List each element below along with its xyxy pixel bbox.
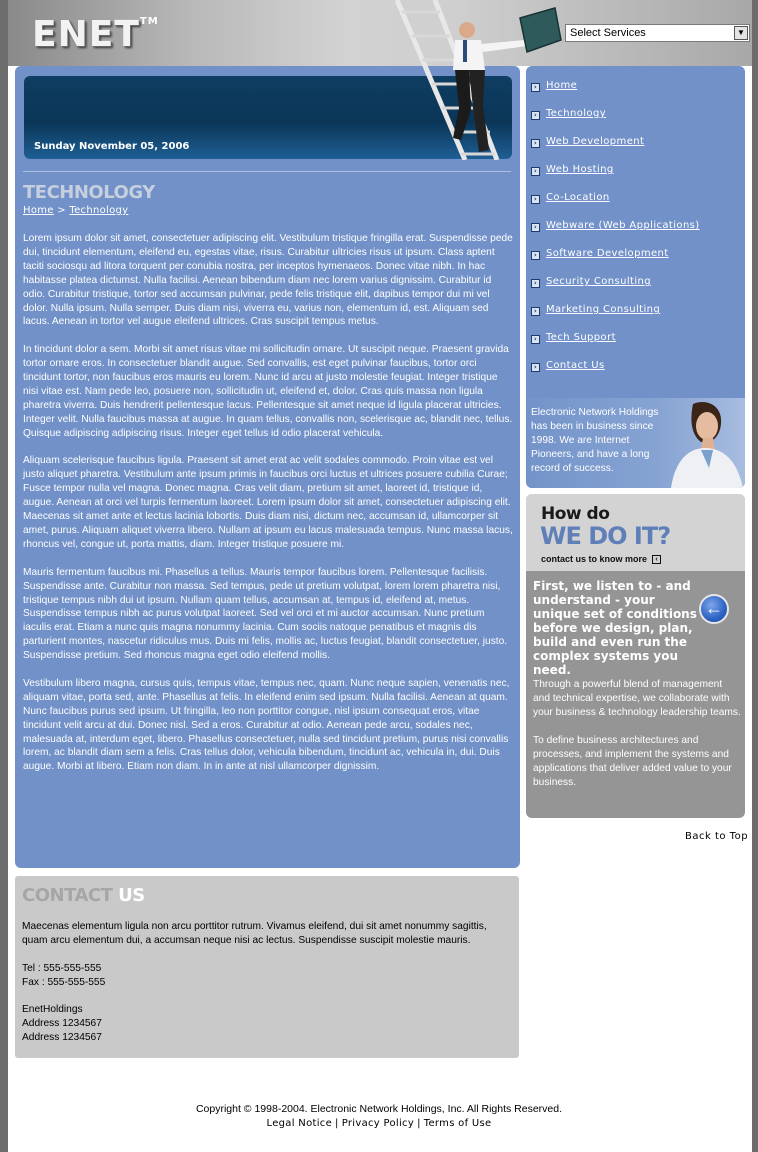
contact-tel: Tel : 555-555-555 (22, 962, 102, 974)
contact-company: EnetHoldings (22, 1004, 83, 1016)
contact-us-link[interactable] (541, 554, 661, 564)
sidebar-nav (526, 66, 745, 488)
nav-item-label: Contact Us (546, 360, 605, 371)
how-paragraph: Through a powerful blend of management and technical expertise, we collaborate with your business & technology leadership teams. (533, 679, 741, 718)
enet-logo[interactable] (32, 14, 159, 55)
arrow-left-circle-icon[interactable]: ← (699, 594, 729, 624)
breadcrumb (23, 205, 128, 216)
nav-item-tech-support[interactable] (531, 332, 700, 360)
article-body (23, 232, 513, 788)
bullet-arrow-icon: › (531, 251, 540, 260)
logo-text: ENET (32, 14, 140, 55)
article-paragraph: Mauris fermentum faucibus mi. Phasellus a tellus. Mauris tempor faucibus lorem. Pellentesque facilisis. Suspendisse ante. Curabitur non massa. Sed tempus, pede ut pretium volutpat, lorem lorem pharetra nisi, tristique tempus nibh dui ut ipsum. Nullam quam tellus, accumsan at, tempus id, eleifend at, metus. Suspendisse tempus nibh ac purus volutpat laoreet. Sed vel orci et mi auctor accumsan. Nunc pretium iaculis erat. Etiam a nunc quis magna nonummy lacinia. Cum sociis natoque penatibus et magnis dis parturient montes, nascetur ridiculus mus. Duis mi felis, mollis ac, luctus feugiat, blandit consectetuer, justo. Suspendisse pretium. Sed rhoncus magna eget odio eleifend mollis. (23, 566, 508, 662)
services-select[interactable] (565, 24, 750, 42)
bullet-arrow-icon: › (531, 279, 540, 288)
contact-details (22, 920, 514, 1045)
how-heading-line2: WE DO IT? (540, 522, 671, 550)
contact-panel (15, 876, 519, 1058)
how-paragraph: To define business architectures and processes, and implement the systems and applications that deliver added value to your business. (533, 735, 732, 788)
nav-item-label: Marketing Consulting (546, 304, 661, 315)
article-paragraph: Aliquam scelerisque faucibus ligula. Praesent sit amet erat ac velit sodales commodo. Proin vitae est vel justo aliquet pharetra. Vestibulum ante ipsum primis in faucibus orci luctus et ultrices posuere cubilia Curae; Fusce tempor nulla vel magna. Donec magna. Cras velit diam, pretium sit amet, laoreet id, tristique id, augue. Aenean at orci vel turpis fermentum laoreet. Lorem ipsum dolor sit amet, consectetuer adipiscing elit. Maecenas sit amet ante et lectus lacinia lobortis. Duis diam nisi, dictum nec, accumsan id, ullamcorper sit amet, purus. Aliquam aliquet viverra libero. Nullam at ipsum eu lacus malesuada tempus. Nunc massa lacus, rhoncus vel, congue ut, porta mattis, diam. Integer tristique posuere mi. (23, 455, 513, 550)
header (8, 0, 752, 66)
nav-item-label: Technology (546, 108, 607, 119)
nav-item-contact-us[interactable] (531, 360, 700, 388)
nav-item-label: Web Development (546, 136, 645, 147)
nav-item-software-development[interactable] (531, 248, 700, 276)
divider (23, 171, 511, 172)
bullet-arrow-icon: › (531, 167, 540, 176)
contact-intro: Maecenas elementum ligula non arcu porttitor rutrum. Vivamus eleifend, dui sit amet nonummy sagittis, quam arcu elementum dui, a accumsan neque nisi ac lectus. Suspendisse suscipit molestie mauris. (22, 921, 487, 946)
how-heading-line1: How do (541, 504, 610, 524)
nav-item-web-development[interactable] (531, 136, 700, 164)
article-paragraph: Lorem ipsum dolor sit amet, consectetuer adipiscing elit. Vestibulum tristique fringilla erat. Suspendisse pede dui, tincidunt elementum, eleifend eu, egestas vitae, risus. Curabitur ultricies risus ut ipsum. Class aptent taciti sociosqu ad litora torquent per conubia nostra, per inceptos hymenaeos. Donec vitae nibh. In hac habitasse platea dictumst. Nulla facilisi. Aenean bibendum diam nec lorem varius dignissim. Curabitur id odio. Curabitur tristique, tortor sed accumsan pulvinar, pede felis tristique elit, dapibus tempor dui mi vel dolor. Nulla ipsum. Nulla semper. Duis diam nisi, viverra eu, varius non, elementum id, est. Aliquam sed lacus. Aenean in tortor vel augue eleifend ultrices. Cras suscipit tempus metus. (23, 233, 513, 328)
how-we-do-it-header[interactable] (526, 494, 745, 571)
nav-item-label: Web Hosting (546, 164, 614, 175)
bullet-arrow-icon: › (531, 111, 540, 120)
contact-fax: Fax : 555-555-555 (22, 976, 106, 988)
privacy-policy-link[interactable]: Privacy Policy (341, 1118, 415, 1129)
bullet-arrow-icon: › (531, 307, 540, 316)
services-select-value: Select Services (570, 27, 646, 39)
terms-of-use-link[interactable]: Terms of Use (423, 1118, 492, 1129)
footer-separator: | (335, 1118, 339, 1129)
nav-item-security-consulting[interactable] (531, 276, 700, 304)
nav-item-home[interactable] (531, 80, 700, 108)
nav-item-label: Home (546, 80, 578, 91)
nav-item-label: Co-Location (546, 192, 610, 203)
bullet-arrow-icon: › (531, 139, 540, 148)
nav-item-label: Tech Support (546, 332, 616, 343)
contact-heading (22, 885, 145, 906)
nav-item-webware[interactable] (531, 220, 700, 248)
bullet-arrow-icon: › (531, 83, 540, 92)
nav-item-co-location[interactable] (531, 192, 700, 220)
nav-item-technology[interactable] (531, 108, 700, 136)
chevron-down-icon[interactable]: ▼ (734, 26, 748, 40)
contact-address-line: Address 1234567 (22, 1032, 102, 1044)
nav-list (531, 80, 700, 388)
page-title: TECHNOLOGY (23, 182, 155, 203)
bullet-arrow-icon: › (531, 335, 540, 344)
contact-heading-word: CONTACT (22, 885, 113, 906)
businesswoman-photo (645, 398, 745, 488)
legal-notice-link[interactable]: Legal Notice (266, 1118, 333, 1129)
how-lead-text: First, we listen to - and understand - your unique set of conditions before we design, plan, build and even run the complex systems you need. (533, 579, 697, 677)
breadcrumb-separator: > (53, 205, 70, 216)
how-we-do-it-panel (526, 494, 745, 818)
nav-item-web-hosting[interactable] (531, 164, 700, 192)
breadcrumb-technology-link[interactable]: Technology (69, 205, 129, 216)
bullet-arrow-icon: › (531, 223, 540, 232)
main-content-panel (15, 66, 520, 868)
footer-links (0, 1118, 758, 1129)
contact-heading-us: US (112, 885, 145, 906)
article-paragraph: Vestibulum libero magna, cursus quis, tempus vitae, tempus nec, quam. Nunc neque sapien, venenatis nec, aliquam vitae, porta sed, ante. Phasellus at felis. In eleifend enim sed ipsum. Nulla facilisi. Aenean at quam. Nunc faucibus purus sed ipsum. Ut fringilla, leo non porttitor congue, nisl ipsum consequat eros, vitae tincidunt velit arcu at dui. Donec nisl. Sed a eros. Curabitur at odio. Aenean pede arcu, sodales nec, malesuada at, interdum eget, libero. Phasellus consectetuer, nulla sed tincidunt pretium, purus nisi convallis lorem, ac blandit diam sem a felis. Cras tellus dolor, vehicula bibendum, tincidunt ac, vehicula in, dui. Duis augue. Morbi at libero. Etiam non diam. In in ante at nisl ullamcorper dignissim. (23, 677, 510, 773)
bullet-arrow-icon: › (531, 195, 540, 204)
date-banner (24, 76, 512, 159)
current-date: Sunday November 05, 2006 (34, 141, 190, 152)
company-promo (526, 398, 745, 488)
nav-item-label: Security Consulting (546, 276, 651, 287)
logo-trademark: TM (139, 16, 159, 27)
footer-copyright: Copyright © 1998-2004. Electronic Network Holdings, Inc. All Rights Reserved. (195, 1103, 563, 1115)
back-to-top-link[interactable]: Back to Top (685, 831, 749, 842)
contact-us-link-label: contact us to know more (541, 554, 648, 564)
contact-address-line: Address 1234567 (22, 1018, 102, 1030)
article-paragraph: In tincidunt dolor a sem. Morbi sit amet risus vitae mi sollicitudin ornare. Ut suscipit neque. Praesent gravida tortor ornare eros. In consectetuer blandit augue. Sed convallis, est eget pulvinar faucibus, tortor orci tincidunt tortor, non faucibus eros mauris eu lorem. Nunc id arcu at justo molestie feugiat. Integer tristique nisi vitae est. Nam pede leo, posuere non, sollicitudin ut, eleifend et, dolor. Cras quis massa non ligula pharetra viverra. Duis hendrerit pellentesque lacus. Pellentesque sit amet neque id ligula placerat ultricies. Integer velit. Nulla faucibus massa at augue. In quam tellus, convallis non, scelerisque ac, blandit nec, tellus. Quisque adipiscing adipiscing risus. Integer eget tellus id odio placerat vehicula. (23, 344, 513, 439)
how-description (533, 678, 741, 804)
arrow-left-icon: ‹ (652, 555, 661, 564)
promo-text: Electronic Network Holdings has been in business since 1998. We are Internet Pioneers, and have a long record of success. (531, 407, 659, 474)
nav-item-label: Software Development (546, 248, 669, 259)
nav-item-marketing-consulting[interactable] (531, 304, 700, 332)
footer-separator: | (417, 1118, 421, 1129)
nav-item-label: Webware (Web Applications) (546, 220, 700, 231)
bullet-arrow-icon: › (531, 363, 540, 372)
breadcrumb-home-link[interactable]: Home (23, 205, 54, 216)
